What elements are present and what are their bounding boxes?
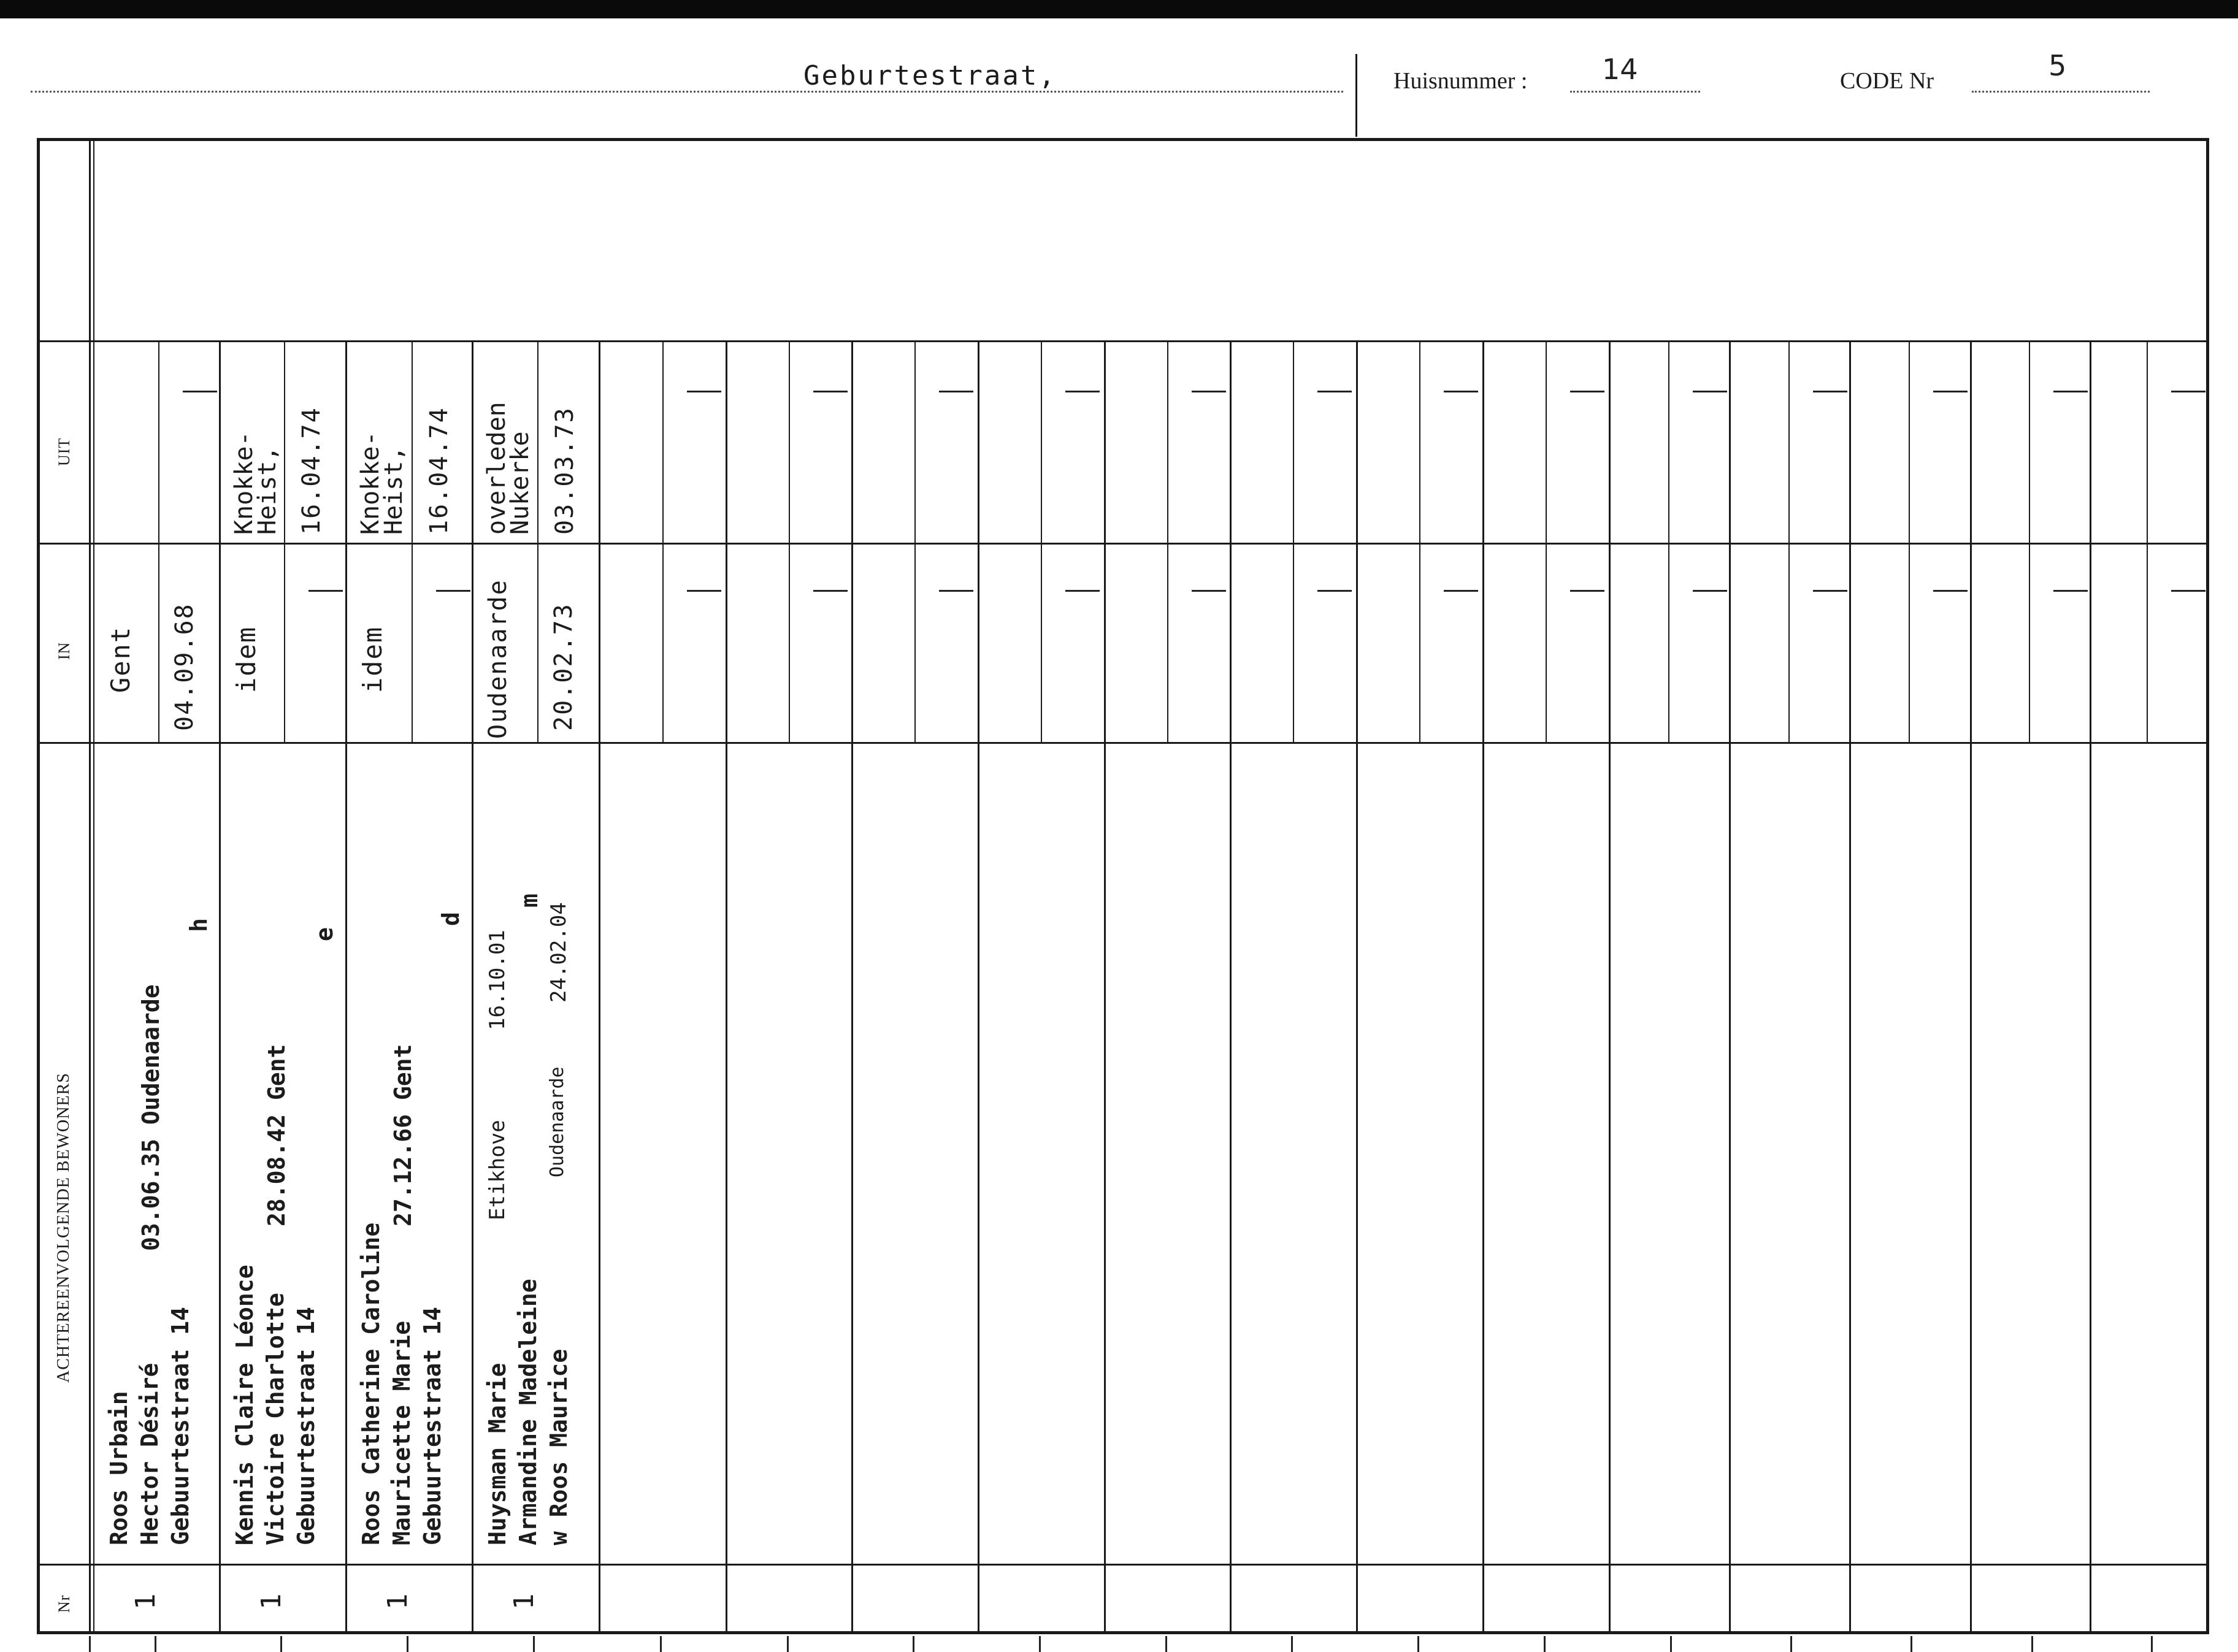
sub-column-divider (412, 340, 413, 742)
empty-dash (813, 590, 848, 592)
birth-date-place: 03.06.35 Oudenaarde (137, 984, 164, 1251)
margin-tick (1417, 1636, 1419, 1652)
empty-dash (1317, 590, 1352, 592)
margin-tick (660, 1636, 662, 1652)
empty-dash (436, 590, 470, 592)
column-divider (978, 340, 979, 1631)
uit-place: Knokke- Heist, (230, 431, 282, 535)
empty-dash (813, 391, 848, 392)
uit-row-label: UIT (55, 437, 73, 466)
margin-tick (89, 1636, 91, 1652)
uit-place: Knokke- Heist, (356, 431, 408, 535)
resident-nr: 1 (256, 1593, 287, 1610)
empty-dash (183, 391, 217, 392)
margin-tick (913, 1636, 914, 1652)
resident-nr: 1 (508, 1593, 540, 1610)
margin-tick (155, 1636, 156, 1652)
column-divider (1849, 340, 1851, 1631)
empty-dash (1192, 391, 1226, 392)
sub-column-divider (537, 340, 538, 742)
in-place: idem (358, 625, 388, 693)
sub-column-divider (284, 340, 285, 742)
column-divider (1104, 340, 1106, 1631)
resident-name-line: Roos Urbain (105, 1391, 132, 1545)
column-divider (1356, 340, 1358, 1631)
street-name: Geburtestraat, (803, 60, 1057, 91)
in-place: Gent (105, 625, 136, 693)
birth-date-2: 24.02.04 (546, 902, 571, 1003)
in-date: 20.02.73 (550, 603, 578, 731)
margin-tick (1291, 1636, 1293, 1652)
margin-tick (2151, 1636, 2153, 1652)
uit-date: 16.04.74 (297, 407, 326, 535)
empty-dash (1693, 391, 1727, 392)
sub-column-divider (2147, 340, 2148, 742)
empty-dash (687, 590, 721, 592)
resident-marker: h (185, 918, 212, 932)
in-row-label: IN (55, 641, 73, 660)
empty-dash (1065, 391, 1100, 392)
sub-column-divider (1419, 340, 1420, 742)
empty-dash (1065, 590, 1100, 592)
column-divider (599, 340, 600, 1631)
scan-top-border (0, 0, 2238, 18)
empty-dash (2171, 391, 2205, 392)
street-dotted-line (31, 91, 1343, 93)
column-divider (2090, 340, 2091, 1631)
resident-marker: m (516, 893, 543, 908)
empty-dash (2053, 391, 2088, 392)
uit-date: 16.04.74 (425, 407, 453, 535)
sub-column-divider (662, 340, 664, 742)
column-divider (472, 340, 473, 1631)
in-place: idem (231, 625, 261, 693)
column-divider (1609, 340, 1611, 1631)
margin-tick (2031, 1636, 2033, 1652)
resident-name-line: Huysman Marie (484, 1363, 511, 1545)
empty-dash (687, 391, 721, 392)
label-column-divider (89, 138, 91, 1634)
sub-column-divider (1788, 340, 1790, 742)
empty-dash (1570, 590, 1604, 592)
empty-dash (1570, 391, 1604, 392)
sub-column-divider (789, 340, 790, 742)
margin-tick (1910, 1636, 1912, 1652)
margin-tick (407, 1636, 408, 1652)
table-left-border (37, 138, 40, 1634)
birth-place-1: Etikhove (485, 1120, 510, 1220)
resident-nr: 1 (130, 1593, 161, 1610)
margin-tick (1544, 1636, 1546, 1652)
empty-dash (1813, 590, 1847, 592)
nr-row-label: Nr (55, 1594, 73, 1613)
margin-tick (280, 1636, 282, 1652)
resident-name-line: Hector Désiré (136, 1363, 163, 1545)
table-top-border (37, 138, 2208, 141)
code-label: CODE Nr (1840, 68, 1934, 94)
empty-dash (2053, 590, 2088, 592)
resident-name-line: Gebuurtestraat 14 (419, 1307, 446, 1545)
empty-dash (1933, 391, 1968, 392)
code-value: 5 (2048, 49, 2067, 82)
resident-name-line: Armandine Madeleine (515, 1279, 542, 1545)
uit-date: 03.03.73 (551, 407, 579, 535)
in-date: 04.09.68 (171, 603, 199, 731)
margin-tick (787, 1636, 789, 1652)
birth-date-place: 28.08.42 Gent (263, 1044, 290, 1226)
column-divider (1482, 340, 1484, 1631)
empty-dash (1813, 391, 1847, 392)
empty-dash (939, 391, 973, 392)
column-divider (1729, 340, 1731, 1631)
resident-name-line: Roos Catherine Caroline (358, 1222, 385, 1545)
empty-dash (1444, 590, 1478, 592)
resident-name-line: w Roos Maurice (545, 1348, 572, 1545)
birth-date-place: 27.12.66 Gent (389, 1044, 416, 1226)
empty-dash (308, 590, 343, 592)
resident-marker: d (437, 912, 464, 926)
sub-column-divider (914, 340, 916, 742)
uit-in-divider (37, 543, 2208, 545)
residents-row-label: ACHTEREENVOLGENDE BEWONERS (54, 1073, 73, 1383)
in-place: Oudenaarde (484, 579, 512, 739)
sub-column-divider (1546, 340, 1547, 742)
sub-column-divider (1041, 340, 1042, 742)
margin-tick (1790, 1636, 1792, 1652)
birth-date-1: 16.10.01 (485, 930, 510, 1030)
sub-column-divider (1668, 340, 1669, 742)
margin-tick (533, 1636, 535, 1652)
sub-column-divider (158, 340, 159, 742)
empty-dash (1317, 391, 1352, 392)
resident-name-line: Gebuurtestraat 14 (293, 1307, 320, 1545)
header-divider (1355, 54, 1357, 137)
empty-dash (939, 590, 973, 592)
house-number-value: 14 (1602, 53, 1638, 86)
table-right-border (2206, 138, 2209, 1634)
in-residents-divider (37, 742, 2208, 744)
table-bottom-border (37, 1631, 2209, 1634)
resident-name-line: Mauricette Marie (388, 1320, 415, 1545)
sub-column-divider (1909, 340, 1910, 742)
headbox-bottom-line (37, 340, 2208, 342)
resident-name-line: Kennis Claire Léonce (231, 1264, 258, 1545)
birth-place-2: Oudenaarde (546, 1066, 568, 1177)
code-dotted-line (1972, 91, 2150, 93)
empty-dash (1444, 391, 1478, 392)
column-divider (1230, 340, 1232, 1631)
label-column-divider-2 (93, 138, 94, 1634)
resident-name-line: Victoire Charlotte (262, 1293, 289, 1545)
empty-dash (1192, 590, 1226, 592)
uit-place: overleden Nukerke (483, 402, 534, 535)
house-number-label: Huisnummer : (1393, 68, 1528, 94)
column-divider (345, 340, 347, 1631)
sub-column-divider (1293, 340, 1294, 742)
column-divider (851, 340, 853, 1631)
margin-tick (1670, 1636, 1672, 1652)
column-divider (219, 340, 221, 1631)
empty-dash (2171, 590, 2205, 592)
resident-nr: 1 (382, 1593, 413, 1610)
empty-dash (1933, 590, 1968, 592)
resident-name-line: Gebuurtestraat 14 (167, 1307, 194, 1545)
margin-tick (1165, 1636, 1167, 1652)
house-number-dotted-line (1570, 91, 1700, 93)
sub-column-divider (2029, 340, 2030, 742)
column-divider (1970, 340, 1972, 1631)
margin-tick (1039, 1636, 1041, 1652)
column-divider (726, 340, 727, 1631)
residents-nr-divider (37, 1564, 2208, 1566)
sub-column-divider (1167, 340, 1168, 742)
resident-marker: e (311, 927, 338, 941)
empty-dash (1693, 590, 1727, 592)
